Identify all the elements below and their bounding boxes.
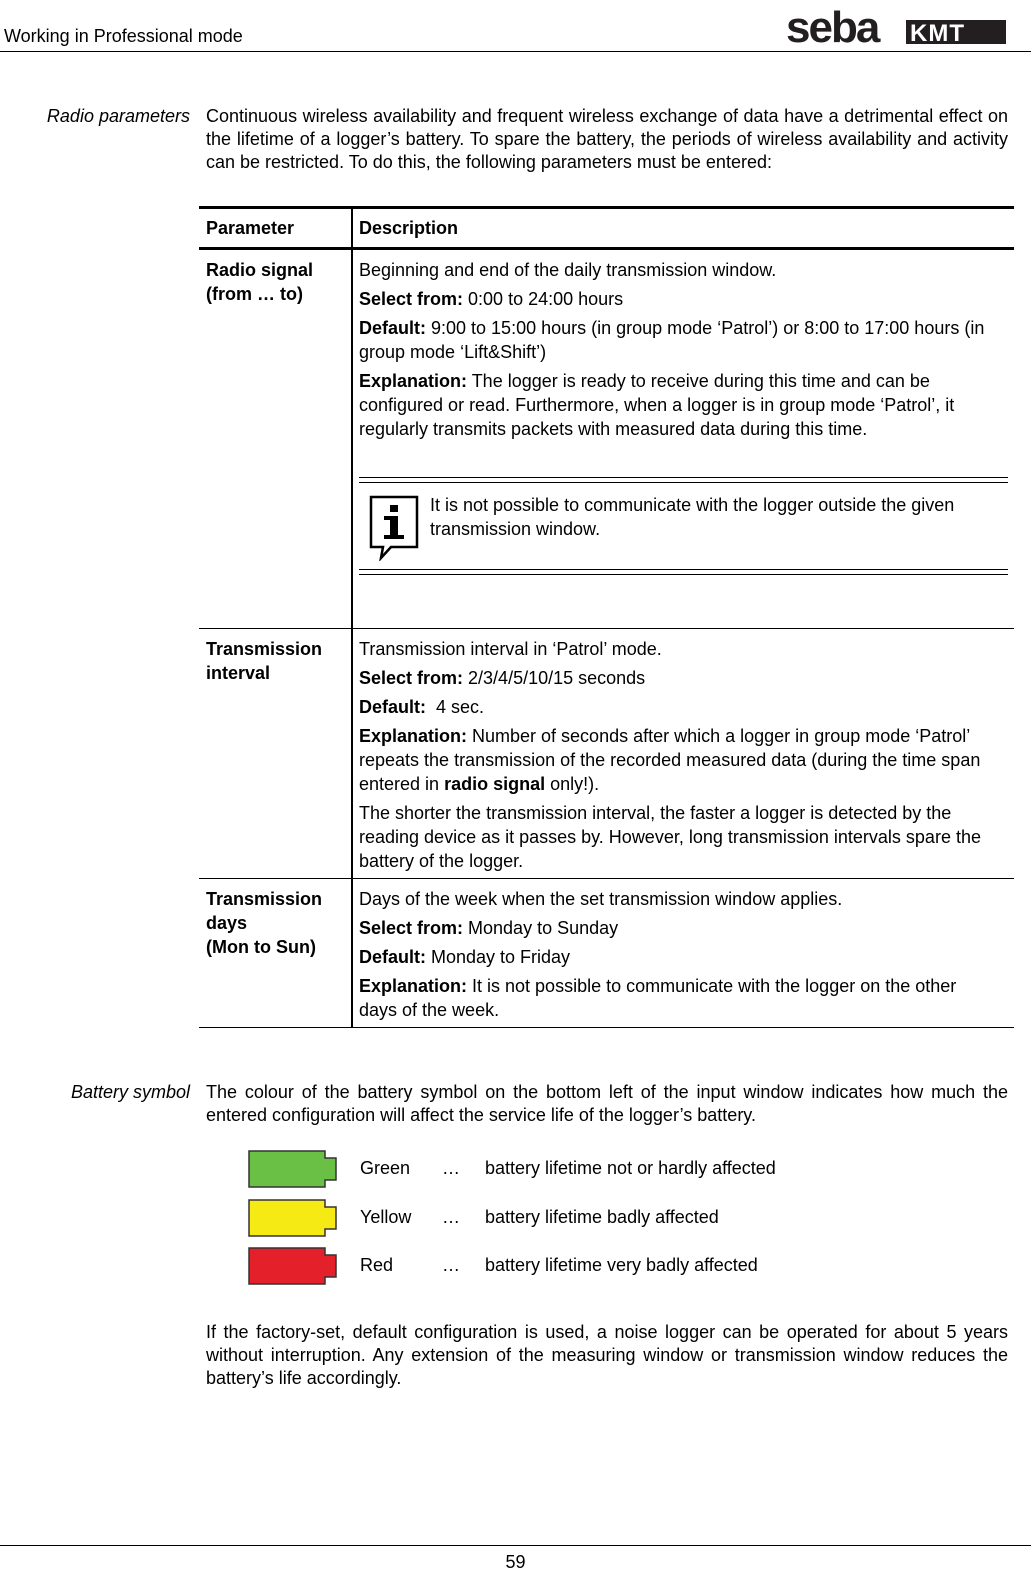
- default-line: Default: 9:00 to 15:00 hours (in group mode ‘Patrol’) or 8:00 to 17:00 hours (in group mode ‘Lift&Shift’): [359, 318, 985, 362]
- param-name-line: (from … to): [206, 284, 303, 304]
- footer-divider: [0, 1545, 1031, 1546]
- param-cell: [199, 879, 352, 1028]
- battery-color-name: Red: [360, 1255, 394, 1275]
- extra-text: The shorter the transmission interval, the faster a logger is detected by the reading device as it passes by. However, long transmission intervals spare the battery of the logger.: [359, 803, 981, 871]
- description-text: Days of the week when the set transmission window applies.: [359, 889, 843, 909]
- param-name-line: days: [206, 913, 248, 933]
- battery-symbol-label: Battery symbol: [70, 1082, 190, 1102]
- radio-parameters-intro: Continuous wireless availability and frequent wireless exchange of data have a detrimental effect on the lifetime of a logger’s battery. To spare the battery, the periods of wireless availability and activity can be restricted. To do this, the following parameters must be entered:: [206, 106, 1008, 172]
- battery-legend-item-yellow: [248, 1199, 948, 1237]
- explanation-line: Explanation: The logger is ready to receive during this time and can be configured or read. Furthermore, when a logger is in group mode ‘Patrol’, it regularly transmits packets with measured data during this time.: [359, 371, 955, 439]
- param-name-line: Transmission: [206, 889, 323, 909]
- table-row: [199, 249, 1014, 629]
- parameters-table: [199, 206, 1014, 1028]
- radio-parameters-label: Radio parameters: [46, 106, 190, 126]
- sebakmt-logo: [786, 8, 1008, 53]
- description-text: Transmission interval in ‘Patrol’ mode.: [359, 639, 662, 659]
- battery-symbol-intro: The colour of the battery symbol on the bottom left of the input window indicates how much the entered configuration will affect the service life of the logger’s battery.: [206, 1082, 1008, 1125]
- note-bottom-rule: [359, 569, 1008, 575]
- description-cell: [352, 879, 1014, 1028]
- battery-description: battery lifetime very badly affected: [485, 1255, 758, 1275]
- param-cell: [199, 629, 352, 879]
- page-number: 59: [505, 1552, 526, 1572]
- header-divider: [0, 51, 1031, 52]
- info-note: [359, 477, 1008, 577]
- description-cell: [352, 249, 1014, 629]
- param-cell: [199, 249, 352, 629]
- param-name-line: (Mon to Sun): [206, 937, 316, 957]
- note-text: It is not possible to communicate with the logger outside the given transmission window.: [430, 495, 955, 539]
- battery-legend-item-red: [248, 1247, 948, 1285]
- description-cell: [352, 629, 1014, 879]
- table-header-row: [199, 208, 1014, 249]
- column-header-parameter: Parameter: [199, 208, 352, 249]
- param-name-line: Transmission: [206, 639, 323, 659]
- column-header-description: Description: [359, 218, 459, 238]
- battery-outro: If the factory-set, default configuration is used, a noise logger can be operated for about 5 years without interruption. Any extension of the measuring window or transmission window reduces the battery’s life accordingly.: [206, 1322, 1008, 1388]
- info-icon: [369, 495, 419, 561]
- battery-yellow-icon: [248, 1199, 338, 1237]
- select-from-line: Select from: Monday to Sunday: [359, 918, 619, 938]
- sebakmt-logo-graphic: [786, 8, 1008, 48]
- svg-text:KMT: KMT: [910, 20, 965, 47]
- explanation-line: Explanation: It is not possible to communicate with the logger on the other days of the week.: [359, 976, 957, 1020]
- explanation-line: Explanation: Number of seconds after which a logger in group mode ‘Patrol’ repeats the transmission of the recorded measured data (during the time span entered in radio signal only!).: [359, 726, 981, 794]
- param-name-line: Radio signal: [206, 260, 314, 280]
- table-row: [199, 879, 1014, 1028]
- battery-description: battery lifetime badly affected: [485, 1207, 719, 1227]
- page-header-title: Working in Professional mode: [4, 26, 243, 46]
- battery-separator: …: [442, 1158, 460, 1178]
- battery-separator: …: [442, 1207, 460, 1227]
- battery-red-icon: [248, 1247, 338, 1285]
- battery-separator: …: [442, 1255, 460, 1275]
- battery-description: battery lifetime not or hardly affected: [485, 1158, 776, 1178]
- select-from-line: Select from: 2/3/4/5/10/15 seconds: [359, 668, 646, 688]
- battery-color-name: Green: [360, 1158, 411, 1178]
- table-row: [199, 629, 1014, 879]
- note-top-rule: [359, 477, 1008, 483]
- param-name-line: interval: [206, 663, 271, 683]
- description-text: Beginning and end of the daily transmission window.: [359, 260, 777, 280]
- battery-legend-item-green: [248, 1150, 948, 1188]
- svg-text:seba: seba: [786, 8, 879, 48]
- battery-green-icon: [248, 1150, 338, 1188]
- select-from-line: Select from: 0:00 to 24:00 hours: [359, 289, 624, 309]
- battery-color-name: Yellow: [360, 1207, 412, 1227]
- default-line: Default: Monday to Friday: [359, 947, 571, 967]
- default-line: Default: 4 sec.: [359, 697, 485, 717]
